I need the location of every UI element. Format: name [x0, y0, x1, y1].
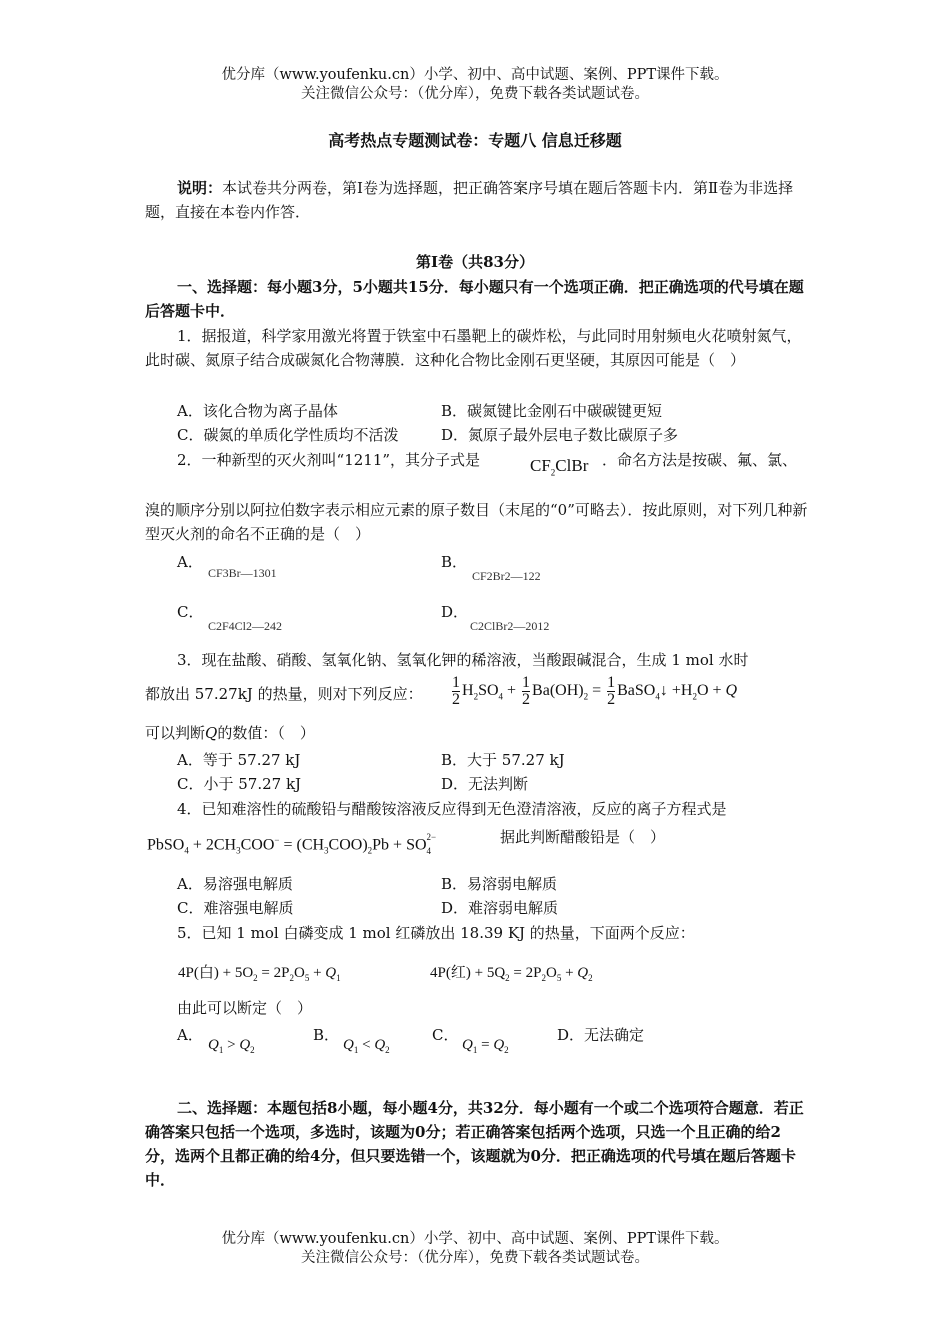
q2-option-b: B．: [441, 553, 468, 571]
header-line-1: 优分库（www.youfenku.cn）小学、初中、高中试题、案例、PPT课件下载。: [221, 67, 729, 83]
q5-stem: 5．已知 1 mol 白磷变成 1 mol 红磷放出 18.39 KJ 的热量，下面两个反应：: [177, 924, 695, 942]
q5-option-b-formula: $Q_1 < Q_2$: [343, 1037, 390, 1055]
q3-stem-a: 3．现在盐酸、硝酸、氢氧化钠、氢氧化钾的稀溶液，当酸跟碱混合，生成 1 mol 水时: [177, 651, 749, 669]
q5-option-d: D．无法确定: [557, 1026, 645, 1044]
intro-text: 本试卷共分两卷，第Ⅰ卷为选择题，把正确答案序号填在题后答题卡内．第Ⅱ卷为非选择题，直接在本卷内作答．: [145, 179, 794, 221]
q4-option-c: C．难溶强电解质: [177, 899, 294, 917]
q3-option-d: D．无法判断: [441, 775, 529, 793]
intro-paragraph: [145, 176, 810, 224]
q4-option-d: D．难溶弱电解质: [441, 899, 559, 917]
q3-stem-b: 都放出 57.27kJ 的热量，则对下列反应：: [145, 685, 423, 703]
q3-reaction: $\frac{1}{2}$ $H_2SO_4$ + $\frac{1}{2}$ $Ba(OH)_2$ = $\frac{1}{2}$ BaSO$_4$↓ $+H_2O + Q$: [452, 674, 738, 708]
q3-option-c: C．小于 57.27 kJ: [177, 775, 302, 793]
q5-reaction-1: 4P(白) + $5O_2 = 2P_2O_5 + Q_1$: [178, 965, 341, 983]
q2-option-d-formula: C2ClBr2—2012: [470, 619, 550, 633]
q5-reaction-2: 4P(红) + $5Q_2 = 2P_2O_5 + Q_2$: [430, 965, 593, 983]
q1-option-c: C．碳氮的单质化学性质均不活泼: [177, 426, 399, 444]
q5-option-c: C．: [432, 1026, 459, 1044]
section1-instructions: 一、选择题：每小题3分，5小题共15分．每小题只有一个选项正确．把正确选项的代号填在题后答题卡中．: [145, 278, 804, 320]
page-title: 高考热点专题测试卷：专题八 信息迁移题: [328, 131, 622, 150]
intro-label: 说明：: [177, 179, 223, 197]
q2-option-a-formula: CF3Br—1301: [208, 566, 277, 580]
footer-line-2: 关注微信公众号：（优分库），免费下载各类试题试卷。: [301, 1250, 649, 1266]
q1-option-b: B．碳氮键比金刚石中碳碳键更短: [441, 402, 663, 420]
q2-stem-c: 溴的顺序分别以阿拉伯数字表示相应元素的原子数目（末尾的“0”可略去）．按此原则，对下列几种新型灭火剂的命名不正确的是（ ）: [145, 501, 808, 543]
q2-option-c-formula: C2F4Cl2—242: [208, 619, 283, 633]
part1-heading: 第Ⅰ卷（共83分）: [416, 253, 534, 271]
q5-option-a: A．: [177, 1026, 203, 1044]
q5-option-c-formula: $Q_1 = Q_2$: [462, 1037, 509, 1055]
q4-stem-b: 据此判断醋酸铅是（ ）: [500, 828, 666, 846]
q4-option-a: A．易溶强电解质: [177, 875, 293, 893]
q1-option-a: A．该化合物为离子晶体: [177, 402, 338, 420]
q5-option-b: B．: [313, 1026, 340, 1044]
page-header: [0, 66, 950, 104]
q4-equation: PbSO$_4$ + $2CH_3COO^- = (CH_3COO)_2Pb$ + SO $_{2- 4}$: [147, 831, 437, 856]
header-line-2: 关注微信公众号：（优分库），免费下载各类试题试卷。: [301, 86, 649, 102]
q2-option-a: A．: [177, 553, 203, 571]
q2-stem-a: 2．一种新型的灭火剂叫“1211”，其分子式是: [177, 451, 481, 469]
q1-option-d: D．氮原子最外层电子数比碳原子多: [441, 426, 679, 444]
q2-option-d: D．: [441, 603, 469, 621]
q3-frac-1: $\frac{1}{2}$: [452, 674, 460, 708]
q2-formula: $CF_2ClBr$: [530, 456, 589, 478]
section2-instructions: 二、选择题：本题包括8小题，每小题4分，共32分．每小题有一个或二个选项符合题意．若正确答案只包括一个选项，多选时，该题为0分；若正确答案包括两个选项，只选一个且正确的给2分，选两个且都正确的给4分，但只要选错一个，该题就为0分．把正确选项的代号填在题后答题卡中．: [145, 1099, 804, 1189]
q2-stem-b: ．命名方法是按碳、氟、氯、: [602, 451, 798, 469]
q3-frac-2: $\frac{1}{2}$: [522, 674, 531, 708]
page-footer: [0, 1230, 950, 1268]
q4-option-b: B．易溶弱电解质: [441, 875, 558, 893]
q5-option-a-formula: $Q_1 > Q_2$: [208, 1037, 255, 1055]
q4-stem-a: 4．已知难溶性的硫酸铅与醋酸铵溶液反应得到无色澄清溶液，反应的离子方程式是: [177, 800, 727, 818]
q3-frac-3: $\frac{1}{2}$: [607, 674, 616, 708]
q5-stem-b: 由此可以断定（ ）: [177, 999, 313, 1017]
footer-line-1: 优分库（www.youfenku.cn）小学、初中、高中试题、案例、PPT课件下载。: [221, 1231, 729, 1247]
q3-stem-c: 可以判断Q的数值：（ ）: [145, 724, 315, 742]
q1-stem: 1．据报道，科学家用激光将置于铁室中石墨靶上的碳炸松，与此同时用射频电火花喷射氮气，此时碳、氮原子结合成碳氮化合物薄膜．这种化合物比金刚石更坚硬，其原因可能是（ ）: [145, 327, 802, 369]
q3-option-a: A．等于 57.27 kJ: [177, 751, 301, 769]
q2-option-c: C．: [177, 603, 204, 621]
q3-option-b: B．大于 57.27 kJ: [441, 751, 565, 769]
q2-option-b-formula: CF2Br2—122: [472, 569, 541, 583]
